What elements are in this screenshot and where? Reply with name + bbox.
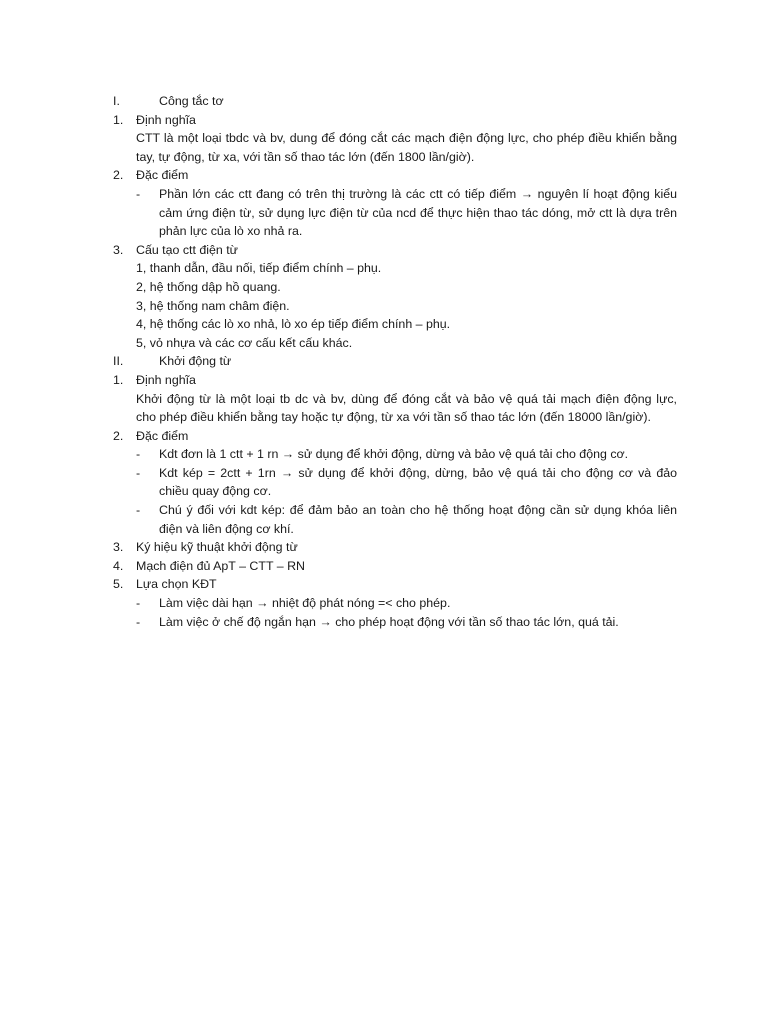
subsection-title: Mạch điện đủ ApT – CTT – RN	[136, 558, 305, 573]
list-number: 5.	[113, 577, 124, 592]
list-number: 1.	[113, 372, 124, 387]
subsection-heading	[0, 557, 768, 576]
subsection-heading	[0, 427, 768, 446]
paragraph-line	[0, 148, 768, 167]
bullet-line	[0, 482, 768, 501]
roman-numeral: I.	[113, 94, 120, 108]
bullet-text: Làm việc ở chế độ ngắn hạn → cho phép hoạt động với tần số thao tác lớn, quá tải.	[159, 614, 619, 629]
dash-bullet: -	[136, 614, 141, 629]
list-number: 2.	[113, 168, 124, 183]
document-body	[0, 92, 768, 631]
roman-numeral: II.	[113, 354, 124, 369]
subsection-heading	[0, 371, 768, 390]
bullet-text: Kdt đơn là 1 ctt + 1 rn → sử dụng để khởi động, dừng và bảo vệ quá tải cho động cơ.	[159, 447, 629, 462]
list-item	[0, 297, 768, 316]
paragraph-text: Khởi động từ là một loại tb dc và bv, dùng để đóng cắt và bảo vệ quá tải mạch điện động lực,	[136, 391, 677, 406]
section-title: Công tắc tơ	[159, 94, 224, 108]
paragraph-line	[0, 390, 768, 409]
bullet-text: điện và liên động cơ khí.	[159, 521, 294, 536]
bullet-text: Kdt kép = 2ctt + 1rn → sử dụng để khởi động, dừng, bảo vệ quá tải cho động cơ và đảo	[159, 465, 677, 480]
paragraph-line	[0, 408, 768, 427]
subsection-heading	[0, 241, 768, 260]
section-title: Khởi động từ	[159, 354, 232, 369]
subsection-title: Định nghĩa	[136, 372, 196, 387]
subsection-heading	[0, 538, 768, 557]
subsection-title: Ký hiệu kỹ thuật khởi động từ	[136, 540, 298, 555]
subsection-title: Đặc điểm	[136, 168, 189, 183]
list-item-text: 3, hệ thống nam châm điện.	[136, 298, 290, 313]
bullet-text: Phần lớn các ctt đang có trên thị trường là các ctt có tiếp điểm → nguyên lí hoạt động kiểu	[159, 186, 677, 201]
bullet-line	[0, 222, 768, 241]
list-item	[0, 334, 768, 353]
bullet-line	[0, 501, 768, 520]
bullet-line	[0, 204, 768, 223]
list-item-text: 4, hệ thống các lò xo nhả, lò xo ép tiếp điểm chính – phụ.	[136, 317, 451, 332]
bullet-text: phản lực của lò xo nhả ra.	[159, 224, 303, 239]
bullet-line	[0, 464, 768, 483]
list-item-text: 2, hệ thống dập hồ quang.	[136, 279, 281, 294]
bullet-line	[0, 185, 768, 204]
paragraph-text: cho phép điều khiển bằng tay hoặc tự động, từ xa với tần số thao tác lớn (đến 18000 lần/giờ).	[136, 410, 651, 425]
subsection-title: Cấu tạo ctt điện từ	[136, 242, 238, 257]
list-item-text: 5, vỏ nhựa và các cơ cấu kết cấu khác.	[136, 335, 353, 350]
list-item	[0, 259, 768, 278]
subsection-heading	[0, 575, 768, 594]
list-item	[0, 315, 768, 334]
list-number: 3.	[113, 242, 124, 257]
bullet-line	[0, 445, 768, 464]
dash-bullet: -	[136, 503, 141, 518]
paragraph-text: tay, tự động, từ xa, với tần số thao tác lớn (đến 1800 lần/giờ).	[136, 149, 475, 164]
paragraph-text: CTT là một loại tbdc và bv, dung để đóng cắt các mạch điện động lực, cho phép điều khiển bằng	[136, 131, 677, 146]
bullet-text: Làm việc dài hạn → nhiệt độ phát nóng =< cho phép.	[159, 596, 451, 611]
list-number: 1.	[113, 112, 124, 127]
list-item	[0, 278, 768, 297]
bullet-line	[0, 594, 768, 613]
section-heading	[0, 352, 768, 371]
paragraph-line	[0, 129, 768, 148]
section-heading	[0, 92, 768, 111]
bullet-line	[0, 520, 768, 539]
subsection-heading	[0, 166, 768, 185]
subsection-title: Lựa chọn KĐT	[136, 577, 217, 592]
list-number: 4.	[113, 558, 124, 573]
bullet-text: cảm ứng điện từ, sử dụng lực điện từ của ncd để thực hiện thao tác dóng, mở ctt là dựa trên	[159, 205, 677, 220]
subsection-title: Định nghĩa	[136, 112, 196, 127]
bullet-text: chiều quay động cơ.	[159, 484, 272, 499]
subsection-heading	[0, 111, 768, 130]
dash-bullet: -	[136, 465, 141, 480]
dash-bullet: -	[136, 447, 141, 462]
list-number: 3.	[113, 540, 124, 555]
bullet-text: Chú ý đối với kdt kép: để đảm bảo an toàn cho hệ thống hoạt động cần sử dụng khóa liên	[159, 503, 677, 518]
bullet-line	[0, 613, 768, 632]
subsection-title: Đặc điểm	[136, 428, 189, 443]
list-item-text: 1, thanh dẫn, đầu nối, tiếp điểm chính – phụ.	[136, 261, 382, 276]
dash-bullet: -	[136, 186, 141, 201]
list-number: 2.	[113, 428, 124, 443]
dash-bullet: -	[136, 596, 141, 611]
